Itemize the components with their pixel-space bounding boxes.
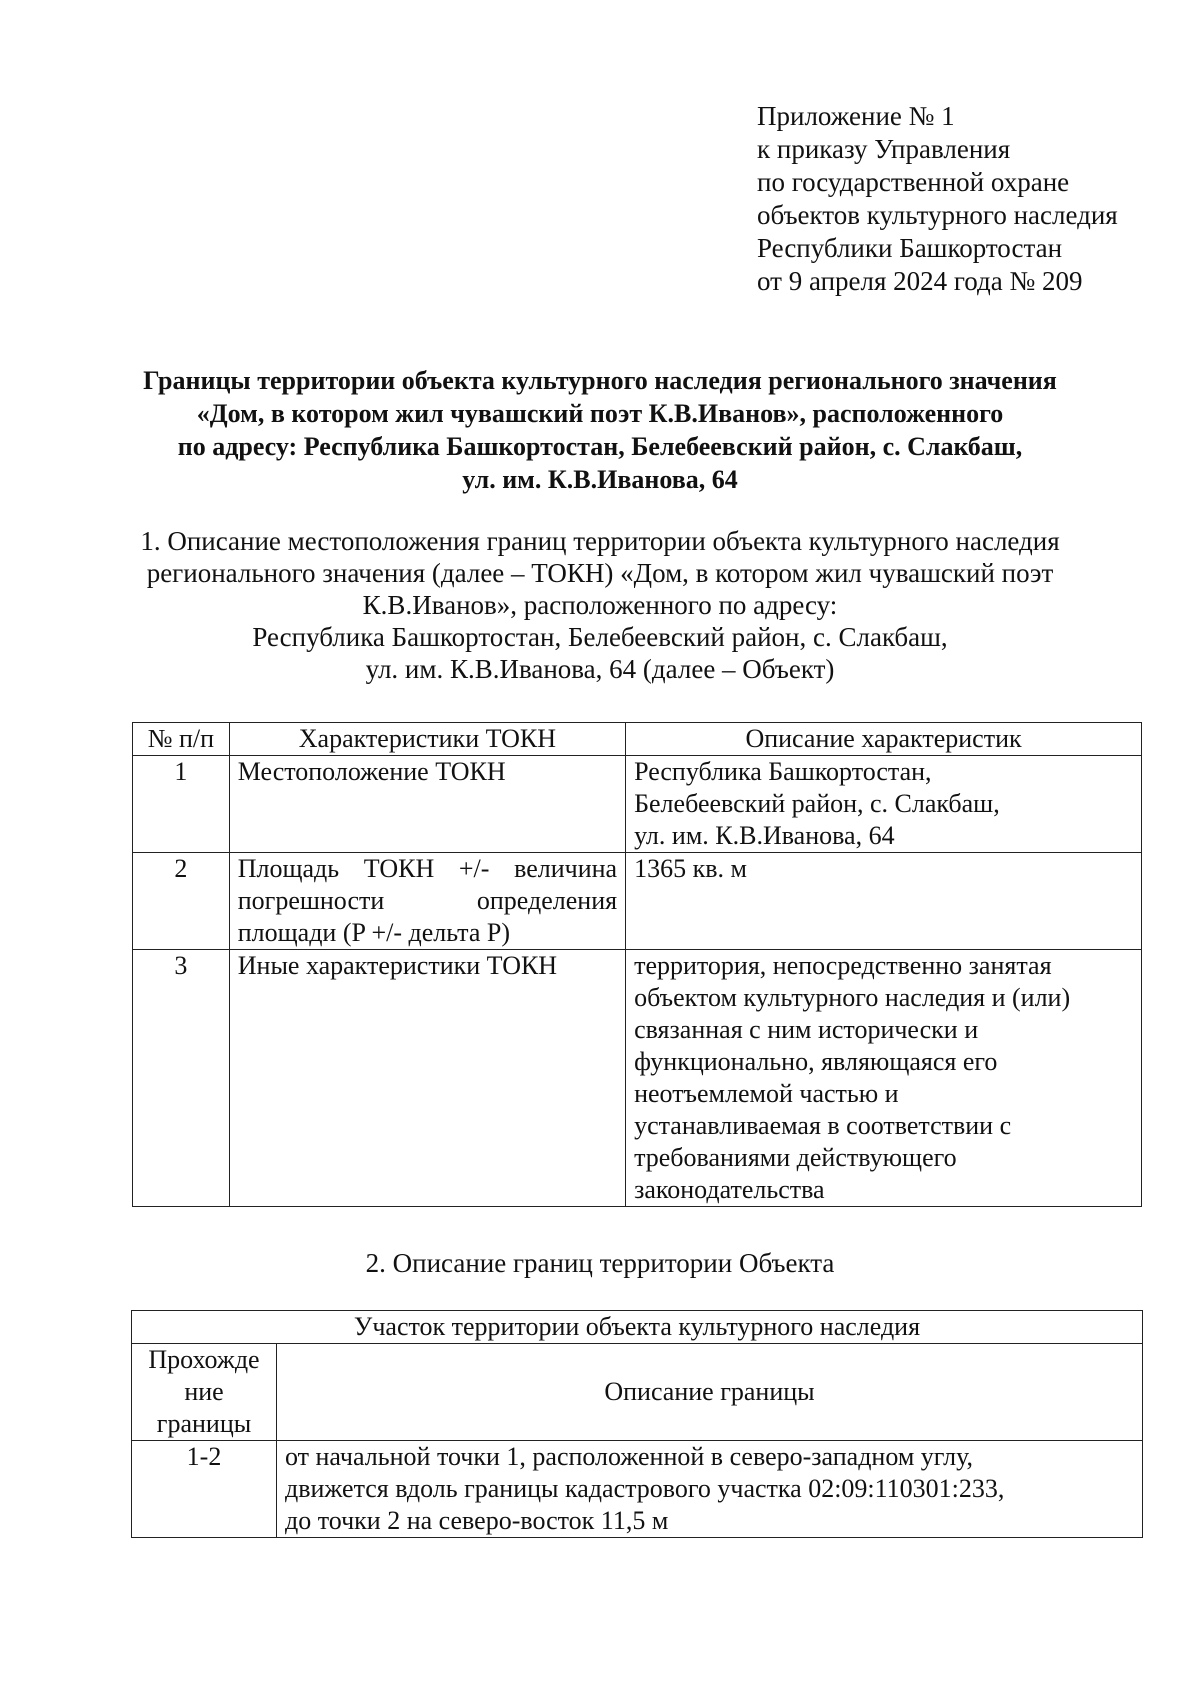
cell-line: Площадь ТОКН +/- величина bbox=[237, 854, 618, 883]
section-2-heading: 2. Описание границ территории Объекта bbox=[365, 1248, 835, 1278]
characteristic-cell bbox=[229, 950, 625, 1207]
characteristic-cell bbox=[229, 756, 625, 853]
section-1-line: регионального значения (далее – ТОКН) «Дом, в котором жил чувашский поэт bbox=[146, 558, 1054, 588]
cell-line: Белебеевский район, с. Слакбаш, bbox=[634, 789, 1000, 818]
description-cell bbox=[626, 950, 1142, 1207]
table-title: Участок территории объекта культурного наследия bbox=[132, 1311, 1143, 1344]
cell-line: от начальной точки 1, расположенной в северо-западном углу, bbox=[285, 1442, 974, 1471]
cell-line: неотъемлемой частью и bbox=[634, 1079, 899, 1108]
header-line: Прохожде bbox=[148, 1345, 260, 1374]
description-cell bbox=[626, 853, 1142, 950]
section-1-line: 1. Описание местоположения границ территории объекта культурного наследия bbox=[140, 526, 1060, 556]
appendix-line: Приложение № 1 bbox=[757, 101, 955, 131]
column-header-boundary-description: Описание границы bbox=[277, 1344, 1143, 1441]
appendix-line: от 9 апреля 2024 года № 209 bbox=[757, 266, 1083, 296]
table-row bbox=[133, 950, 1142, 1207]
cell-line: ул. им. К.В.Иванова, 64 bbox=[634, 821, 895, 850]
row-number: 3 bbox=[133, 950, 230, 1207]
section-1-line: ул. им. К.В.Иванова, 64 (далее – Объект) bbox=[365, 654, 835, 684]
cell-line: Республика Башкортостан, bbox=[634, 757, 932, 786]
header-line: границы bbox=[156, 1409, 252, 1438]
title-line: ул. им. К.В.Иванова, 64 bbox=[462, 465, 738, 494]
cell-line: связанная с ним исторически и bbox=[634, 1015, 979, 1044]
cell-line: Иные характеристики ТОКН bbox=[237, 951, 558, 980]
header-line: ние bbox=[184, 1377, 224, 1406]
title-line: Границы территории объекта культурного наследия регионального значения bbox=[143, 366, 1057, 395]
segment-cell: 1-2 bbox=[132, 1441, 277, 1538]
appendix-line: объектов культурного наследия bbox=[757, 200, 1118, 230]
appendix-reference bbox=[757, 100, 1118, 298]
cell-line: объектом культурного наследия и (или) bbox=[634, 983, 1071, 1012]
column-header-segment bbox=[132, 1344, 277, 1441]
table-row bbox=[132, 1441, 1143, 1538]
table-header-row bbox=[133, 723, 1142, 756]
appendix-line: по государственной охране bbox=[757, 167, 1070, 197]
column-header-number: № п/п bbox=[133, 723, 230, 756]
appendix-line: Республики Башкортостан bbox=[757, 233, 1063, 263]
cell-line: до точки 2 на северо-восток 11,5 м bbox=[285, 1506, 669, 1535]
characteristics-table bbox=[132, 722, 1142, 1207]
boundary-table bbox=[131, 1310, 1143, 1538]
cell-line: функционально, являющаяся его bbox=[634, 1047, 998, 1076]
title-line: «Дом, в котором жил чувашский поэт К.В.Иванов», расположенного bbox=[196, 399, 1004, 428]
cell-line: требованиями действующего bbox=[634, 1143, 957, 1172]
row-number: 2 bbox=[133, 853, 230, 950]
cell-line: Местоположение ТОКН bbox=[237, 757, 506, 786]
cell-line: 1365 кв. м bbox=[634, 854, 747, 883]
document-title bbox=[60, 364, 1140, 496]
table-row bbox=[133, 853, 1142, 950]
table-row bbox=[133, 756, 1142, 853]
table-header-row bbox=[132, 1344, 1143, 1441]
section-1-line: Республика Башкортостан, Белебеевский район, с. Слакбаш, bbox=[252, 622, 948, 652]
title-line: по адресу: Республика Башкортостан, Белебеевский район, с. Слакбаш, bbox=[177, 432, 1023, 461]
row-number: 1 bbox=[133, 756, 230, 853]
table-title-row bbox=[132, 1311, 1143, 1344]
cell-line: устанавливаемая в соответствии с bbox=[634, 1111, 1012, 1140]
boundary-description-cell bbox=[277, 1441, 1143, 1538]
description-cell bbox=[626, 756, 1142, 853]
cell-line: законодательства bbox=[634, 1175, 825, 1204]
characteristic-cell bbox=[229, 853, 625, 950]
cell-line: погрешности определения bbox=[237, 886, 618, 915]
appendix-line: к приказу Управления bbox=[757, 134, 1011, 164]
section-1-heading bbox=[60, 525, 1140, 685]
cell-line: движется вдоль границы кадастрового участка 02:09:110301:233, bbox=[285, 1474, 1005, 1503]
column-header-characteristics: Характеристики ТОКН bbox=[229, 723, 625, 756]
cell-line: площади (P +/- дельта P) bbox=[237, 918, 510, 947]
cell-line: территория, непосредственно занятая bbox=[634, 951, 1052, 980]
column-header-description: Описание характеристик bbox=[626, 723, 1142, 756]
section-1-line: К.В.Иванов», расположенного по адресу: bbox=[362, 590, 838, 620]
